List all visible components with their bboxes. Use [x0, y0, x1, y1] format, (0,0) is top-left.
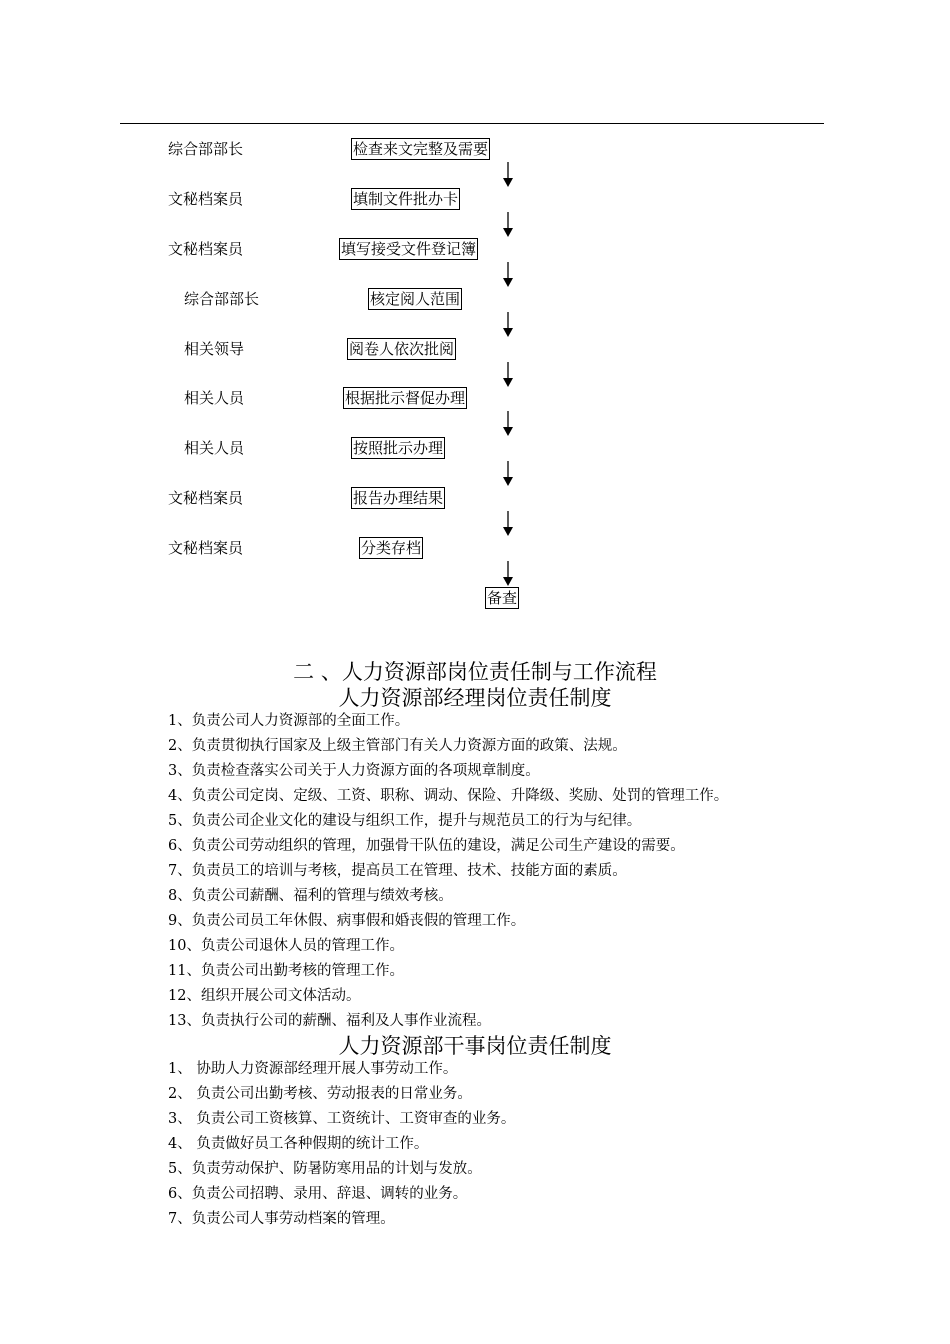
down-arrow-icon [501, 262, 515, 288]
flow-role: 文秘档案员 [168, 190, 244, 208]
flow-action-box: 根据批示督促办理 [345, 389, 466, 407]
flow-final [0, 587, 950, 609]
list-item: 1、负责公司人力资源部的全面工作。 [168, 713, 410, 729]
down-arrow-icon [501, 561, 515, 587]
flow-step [0, 338, 950, 360]
flow-action-box: 检查来文完整及需要 [353, 140, 489, 158]
clerk-duties-list [168, 1057, 515, 1232]
list-item: 4、 负责做好员工各种假期的统计工作。 [168, 1136, 429, 1152]
down-arrow-icon [501, 461, 515, 487]
flow-role: 相关人员 [184, 439, 245, 457]
flow-action-box: 分类存档 [361, 539, 422, 557]
flow-final-box: 备查 [487, 589, 518, 607]
flow-step [0, 238, 950, 260]
flow-role: 相关领导 [184, 340, 245, 358]
list-item: 4、负责公司定岗、定级、工资、职称、调动、保险、升降级、奖励、处罚的管理工作。 [168, 788, 729, 804]
list-item: 3、负责检查落实公司关于人力资源方面的各项规章制度。 [168, 763, 540, 779]
down-arrow-icon [501, 162, 515, 188]
flow-step [0, 487, 950, 509]
list-item: 8、负责公司薪酬、福利的管理与绩效考核。 [168, 888, 453, 904]
flow-role: 综合部部长 [184, 290, 260, 308]
list-item: 13、负责执行公司的薪酬、福利及人事作业流程。 [168, 1013, 491, 1029]
manager-duties-list [168, 709, 728, 1034]
flow-step [0, 288, 950, 310]
list-item: 11、负责公司出勤考核的管理工作。 [168, 963, 404, 979]
flow-step [0, 387, 950, 409]
flow-role: 文秘档案员 [168, 489, 244, 507]
list-item: 5、负责公司企业文化的建设与组织工作，提升与规范员工的行为与纪律。 [168, 813, 642, 829]
flow-action-box: 阅卷人依次批阅 [349, 340, 455, 358]
flow-action-box: 按照批示办理 [353, 439, 444, 457]
flow-step [0, 537, 950, 559]
flow-action-box: 填制文件批办卡 [353, 190, 459, 208]
flow-step [0, 188, 950, 210]
down-arrow-icon [501, 362, 515, 388]
list-item: 12、组织开展公司文体活动。 [168, 988, 361, 1004]
down-arrow-icon [501, 312, 515, 338]
flow-action-box: 填写接受文件登记簿 [341, 240, 477, 258]
down-arrow-icon [501, 411, 515, 437]
flow-action-box: 报告办理结果 [353, 489, 444, 507]
list-item: 6、负责公司招聘、录用、辞退、调转的业务。 [168, 1186, 468, 1202]
header-rule [120, 123, 824, 124]
list-item: 2、 负责公司出勤考核、劳动报表的日常业务。 [168, 1086, 472, 1102]
list-item: 10、负责公司退休人员的管理工作。 [168, 938, 404, 954]
clerk-duties-title: 人力资源部干事岗位责任制度 [338, 1034, 612, 1058]
down-arrow-icon [501, 212, 515, 238]
list-item: 7、负责公司人事劳动档案的管理。 [168, 1211, 395, 1227]
manager-duties-title: 人力资源部经理岗位责任制度 [338, 686, 612, 710]
section-title: 二 、人力资源部岗位责任制与工作流程 [293, 660, 657, 684]
flow-step [0, 437, 950, 459]
down-arrow-icon [501, 511, 515, 537]
flow-role: 文秘档案员 [168, 539, 244, 557]
flow-action-box: 核定阅人范围 [370, 290, 461, 308]
list-item: 1、 协助人力资源部经理开展人事劳动工作。 [168, 1061, 458, 1077]
list-item: 2、负责贯彻执行国家及上级主管部门有关人力资源方面的政策、法规。 [168, 738, 627, 754]
flow-role: 相关人员 [184, 389, 245, 407]
list-item: 5、负责劳动保护、防暑防寒用品的计划与发放。 [168, 1161, 482, 1177]
list-item: 7、负责员工的培训与考核，提高员工在管理、技术、技能方面的素质。 [168, 863, 627, 879]
list-item: 9、负责公司员工年休假、病事假和婚丧假的管理工作。 [168, 913, 526, 929]
list-item: 3、 负责公司工资核算、工资统计、工资审查的业务。 [168, 1111, 516, 1127]
list-item: 6、负责公司劳动组织的管理，加强骨干队伍的建设，满足公司生产建设的需要。 [168, 838, 685, 854]
flow-role: 文秘档案员 [168, 240, 244, 258]
flow-step [0, 138, 950, 160]
flow-role: 综合部部长 [168, 140, 244, 158]
